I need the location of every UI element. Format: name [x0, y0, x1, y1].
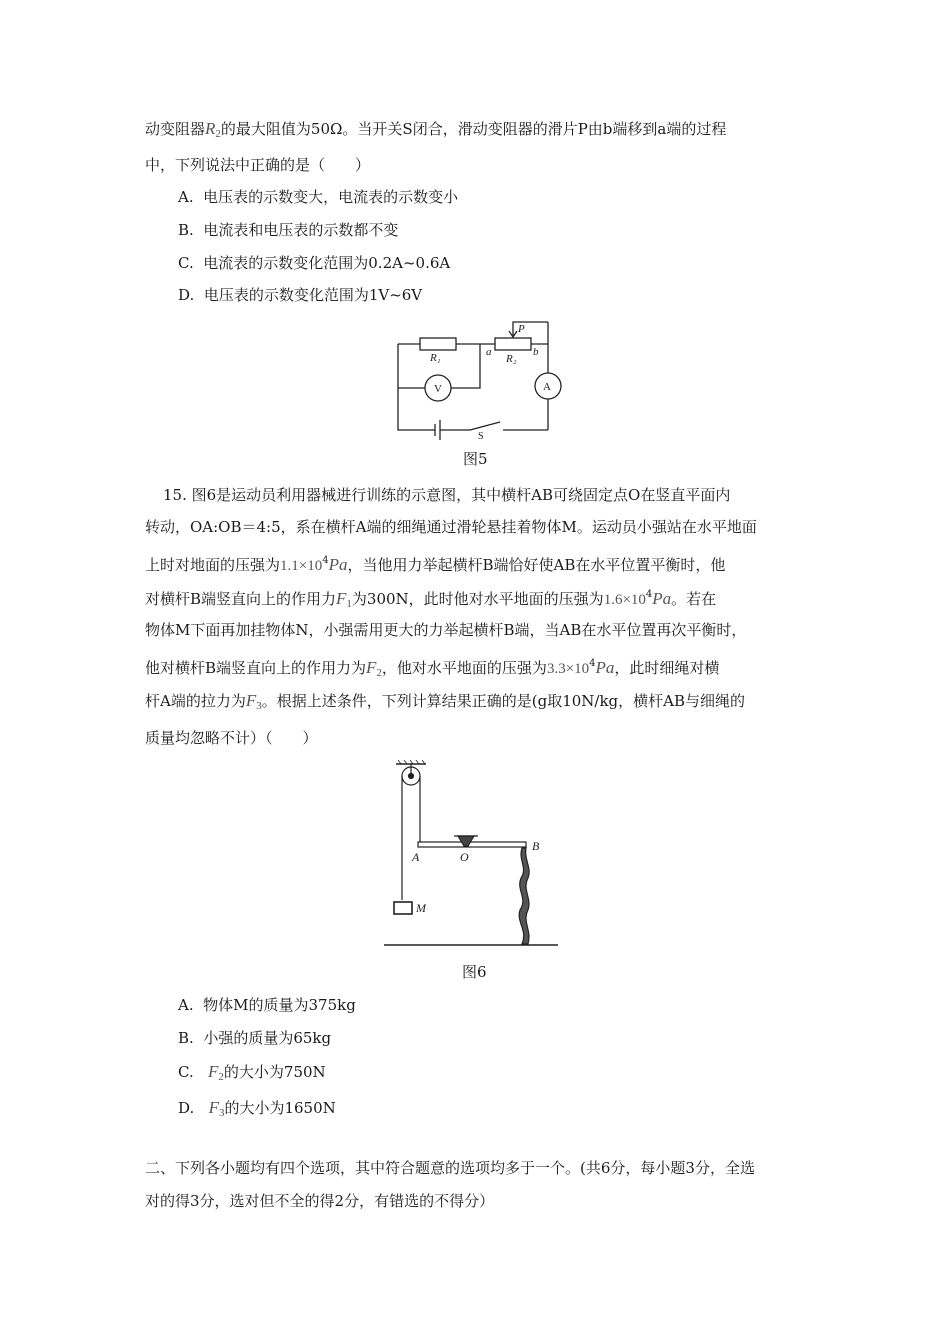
q14-option-d: D. 电压表的示数变化范围为1V~6V	[178, 286, 423, 304]
q15-stem-line3: 上时对地面的压强为$1.1\times 10^4Pa$，当他用力举起横杆B端恰好使AB在水平位置平衡时，他	[145, 555, 726, 574]
label-a: a	[486, 346, 492, 358]
q14-option-a: A. 电压表的示数变大，电流表的示数变小	[178, 188, 459, 206]
label-b: B	[532, 839, 540, 853]
f2-symbol: $F_2$	[366, 658, 382, 679]
label-b: b	[533, 346, 539, 358]
label-m: M	[416, 901, 426, 915]
q14-option-b: B. 电流表和电压表的示数都不变	[178, 221, 399, 239]
q15-stem-line8: 质量均忽略不计）（ ）	[145, 729, 318, 747]
label-r1: R₁	[430, 352, 441, 364]
q14-option-c: C. 电流表的示数变化范围为0.2A~0.6A	[178, 254, 451, 272]
r2-symbol: $R_2$	[205, 119, 221, 140]
switch-s	[470, 422, 500, 430]
q15-option-d: D. $F_3$的大小为1650N	[178, 1098, 336, 1119]
label-r2: R₂	[506, 353, 517, 365]
label-o: O	[460, 850, 469, 864]
q15-stem-line4: 对横杆B端竖直向上的作用力$F_1$为300N，此时他对水平地面的压强为$1.6\times 10^4Pa$。若在	[145, 589, 717, 610]
q15-stem-line7: 杆A端的拉力为$F_3$。根据上述条件，下列计算结果正确的是(g取10N/kg，横杆AB与细绳的	[145, 691, 746, 712]
q14-text: 动变阻器	[145, 120, 206, 138]
figure6-caption: 图6	[462, 963, 487, 981]
q14-stem-line1	[145, 118, 726, 145]
label-p: P	[518, 323, 525, 335]
q15-option-b: B. 小强的质量为65kg	[178, 1029, 332, 1047]
bar-ab	[418, 842, 526, 847]
q14-text: 的最大阻值为50Ω。当开关S闭合，滑动变阻器的滑片P由b端移到a端的过程	[220, 120, 727, 138]
q14-stem-line2: 中，下列说法中正确的是（ ）	[145, 156, 371, 174]
label-a: A	[412, 850, 420, 864]
f1-symbol: $F_1$	[336, 589, 352, 610]
q15-stem-line1: 15. 图6是运动员利用器械进行训练的示意图，其中横杆AB可绕固定点O在竖直平面内	[163, 486, 731, 504]
resistor-r1	[420, 338, 456, 350]
q15-stem-line2: 转动，OA:OB＝4:5，系在横杆A端的细绳通过滑轮悬挂着物体M。运动员小强站在水平地面	[145, 518, 757, 536]
figure5-caption: 图5	[463, 450, 488, 468]
section2-heading-line1: 二、下列各小题均有四个选项，其中符合题意的选项均多于一个。(共6分，每小题3分，全选	[145, 1159, 755, 1177]
label-v: V	[434, 383, 442, 395]
q15-option-c: C. $F_2$的大小为750N	[178, 1062, 326, 1083]
label-s: S	[478, 431, 484, 440]
q15-stem-line6: 他对横杆B端竖直向上的作用力为$F_2$，他对水平地面的压强为$3.3\times 10^4Pa$，此时细绳对横	[145, 658, 720, 679]
q15-option-a: A. 物体M的质量为375kg	[178, 996, 356, 1014]
f3-symbol: $F_3$	[245, 691, 262, 712]
label-ammeter: A	[543, 381, 551, 393]
resistor-r2	[495, 338, 531, 350]
circuit-diagram	[390, 318, 570, 440]
athlete	[519, 848, 529, 944]
mass-m	[394, 902, 412, 914]
section2-heading-line2: 对的得3分，选对但不全的得2分，有错选的不得分）	[145, 1192, 495, 1210]
q15-stem-line5: 物体M下面再加挂物体N，小强需用更大的力举起横杆B端，当AB在水平位置再次平衡时，	[145, 621, 747, 639]
lever-diagram	[382, 760, 562, 952]
